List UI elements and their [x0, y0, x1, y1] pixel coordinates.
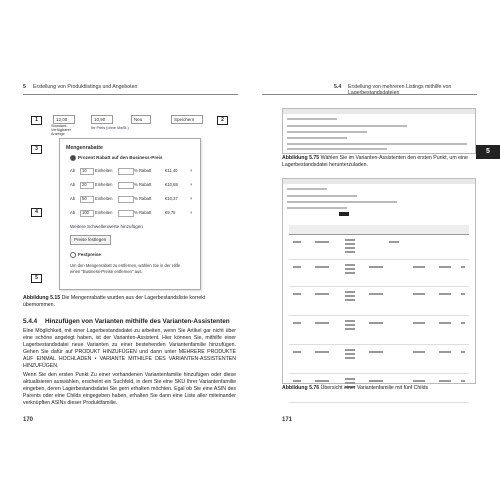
section-title: Hinzufügen von Varianten mithilfe des Varianten-Assistenten [45, 318, 230, 325]
table-header [289, 225, 469, 235]
tier-pct-field[interactable] [118, 210, 134, 217]
callout-3: 3 [31, 145, 42, 154]
chapter-thumb-tab: 5 [476, 145, 500, 159]
caption-label: Abbildung 5.76 [282, 385, 320, 391]
price-field[interactable]: 12,00 [53, 115, 75, 124]
callout-5: 5 [31, 274, 42, 283]
tier-row: Ab 20 Einheiten % Rabatt €10,88 × [70, 182, 193, 187]
figure-caption [282, 385, 474, 392]
screenshot-variant-wizard [282, 108, 476, 154]
paragraph: Wenn Sie den ersten Punkt Zu einer vorhandenen Variantenfamilie hinzufügen oder diese aktualisieren auswählen, erscheint ein Suchfeld, in dem Sie eine SKU Ihrer Variantenfamilie eingeben, deren Lagerbestandsdatei Sie gern erhalten möchten. Egal ob Sie eine ASIN des Parents oder eine Childs eingegeben haben, erhalten Sie dann eine Liste aller miteinander verknüpften ASINs dieser Produktfamilie. [23, 372, 236, 406]
left-page [23, 70, 238, 430]
radio-unselected-icon[interactable] [70, 252, 76, 258]
option-percent[interactable]: Prozent Rabatt auf den Business-Preis [70, 155, 163, 161]
running-head-rule [262, 94, 477, 95]
browser-bar [283, 109, 475, 114]
tier-pct-field[interactable] [118, 168, 134, 175]
figure-caption [282, 155, 474, 168]
section-heading [23, 318, 235, 325]
right-page [262, 70, 477, 430]
set-prices-button[interactable]: Preise festlegen [70, 235, 111, 245]
caption-label: Abbildung 5.15 [23, 295, 61, 301]
page-number: 171 [282, 417, 293, 423]
remove-tier-icon[interactable]: × [190, 196, 193, 201]
panel-title: Mengenrabatte [66, 145, 103, 151]
running-head-chapter: 5 [23, 84, 26, 90]
running-head-rule [23, 94, 238, 95]
caption-text: Übersicht einer Variantenfamilie mit fünf Childs [320, 385, 429, 391]
callout-2: 2 [217, 116, 228, 125]
price-unit-field[interactable]: 10,90 [91, 115, 113, 124]
condition-dropdown[interactable]: Neu [131, 115, 151, 124]
remove-tier-icon[interactable]: × [190, 182, 193, 187]
radio-selected-icon[interactable] [70, 155, 76, 161]
variant-table [289, 225, 469, 403]
option-fixed[interactable]: Festpreise [70, 252, 101, 258]
running-head-title: Erstellung von mehreren Listings mithilfe von Lagerbestandsdateien [348, 84, 452, 96]
caption-text: Die Mengenrabatte wurden aus der Lagerbestandsliste korrekt übernommen. [23, 295, 206, 308]
save-button[interactable]: Speichern [171, 115, 203, 124]
add-tier-link[interactable]: Weitere Schwellenwerte hinzufügen [70, 224, 143, 229]
tier-pct-field[interactable] [118, 182, 134, 189]
running-head-title: Erstellung von Produktlistings und Angeboten [33, 84, 138, 90]
remove-tier-icon[interactable]: × [190, 168, 193, 173]
browser-bar [283, 179, 475, 184]
tier-row: Ab 10 Einheiten % Rabatt €11,40 × [70, 168, 193, 173]
pricing-label: Standard-Verfügbarer Anzeige [51, 124, 71, 136]
table-row [289, 287, 469, 316]
price-link[interactable]: Ihr Preis (ohne MwSt.) [91, 126, 129, 130]
remove-tier-icon[interactable]: × [190, 210, 193, 215]
caption-label: Abbildung 5.75 [282, 155, 320, 161]
panel-note: Um den Mengenrabatt zu entfernen, wählen Sie in der Hilfe einen "Business-Preise entfernen" aus. [70, 263, 181, 274]
callout-4: 4 [31, 208, 42, 217]
table-row [289, 345, 469, 374]
table-row [289, 316, 469, 345]
caption-text: Wählen Sie im Varianten-Assistenten den ersten Punkt, um eine Lagerbestandsdatei herunterzuladen. [282, 155, 468, 168]
table-row [289, 260, 469, 287]
bulk-discount-panel [59, 138, 201, 290]
table-row [289, 235, 469, 260]
tier-row: Ab 100 Einheiten % Rabatt €9,75 × [70, 210, 193, 215]
running-head [23, 84, 238, 94]
figure-caption [23, 295, 235, 308]
screenshot-variant-family [282, 178, 476, 384]
callout-1: 1 [31, 116, 42, 125]
body-text [23, 328, 236, 407]
running-head-chapter: 5.4 [334, 84, 342, 90]
section-number: 5.4.4 [23, 318, 38, 325]
figure-bulk-pricing [31, 114, 231, 292]
search-button[interactable] [339, 212, 349, 216]
tier-row: Ab 50 Einheiten % Rabatt €10,37 × [70, 196, 193, 201]
page-number: 170 [23, 417, 34, 423]
running-head [262, 84, 477, 94]
paragraph: Eine Möglichkeit, mit einer Lagerbestandsdatei zu arbeiten, wenn Sie Artikel gar nicht über eine schöne angelegt haben, ist der Varianten-Assistent. Hier können Sie, mithilfe einer Lagerbestandsdatei neue Varianten zu einer bestehenden Variantenfamilie hinzufügen. Gehen Sie dafür auf PRODUKT HINZUFÜGEN und dann unter MEHRERE PRODUKTE AUF EINMAL HOCHLADEN • VARIANTE MITHILFE DES VARIANTEN-ASSISTENTEN HINZUFÜGEN. [23, 328, 236, 369]
tier-pct-field[interactable] [118, 196, 134, 203]
